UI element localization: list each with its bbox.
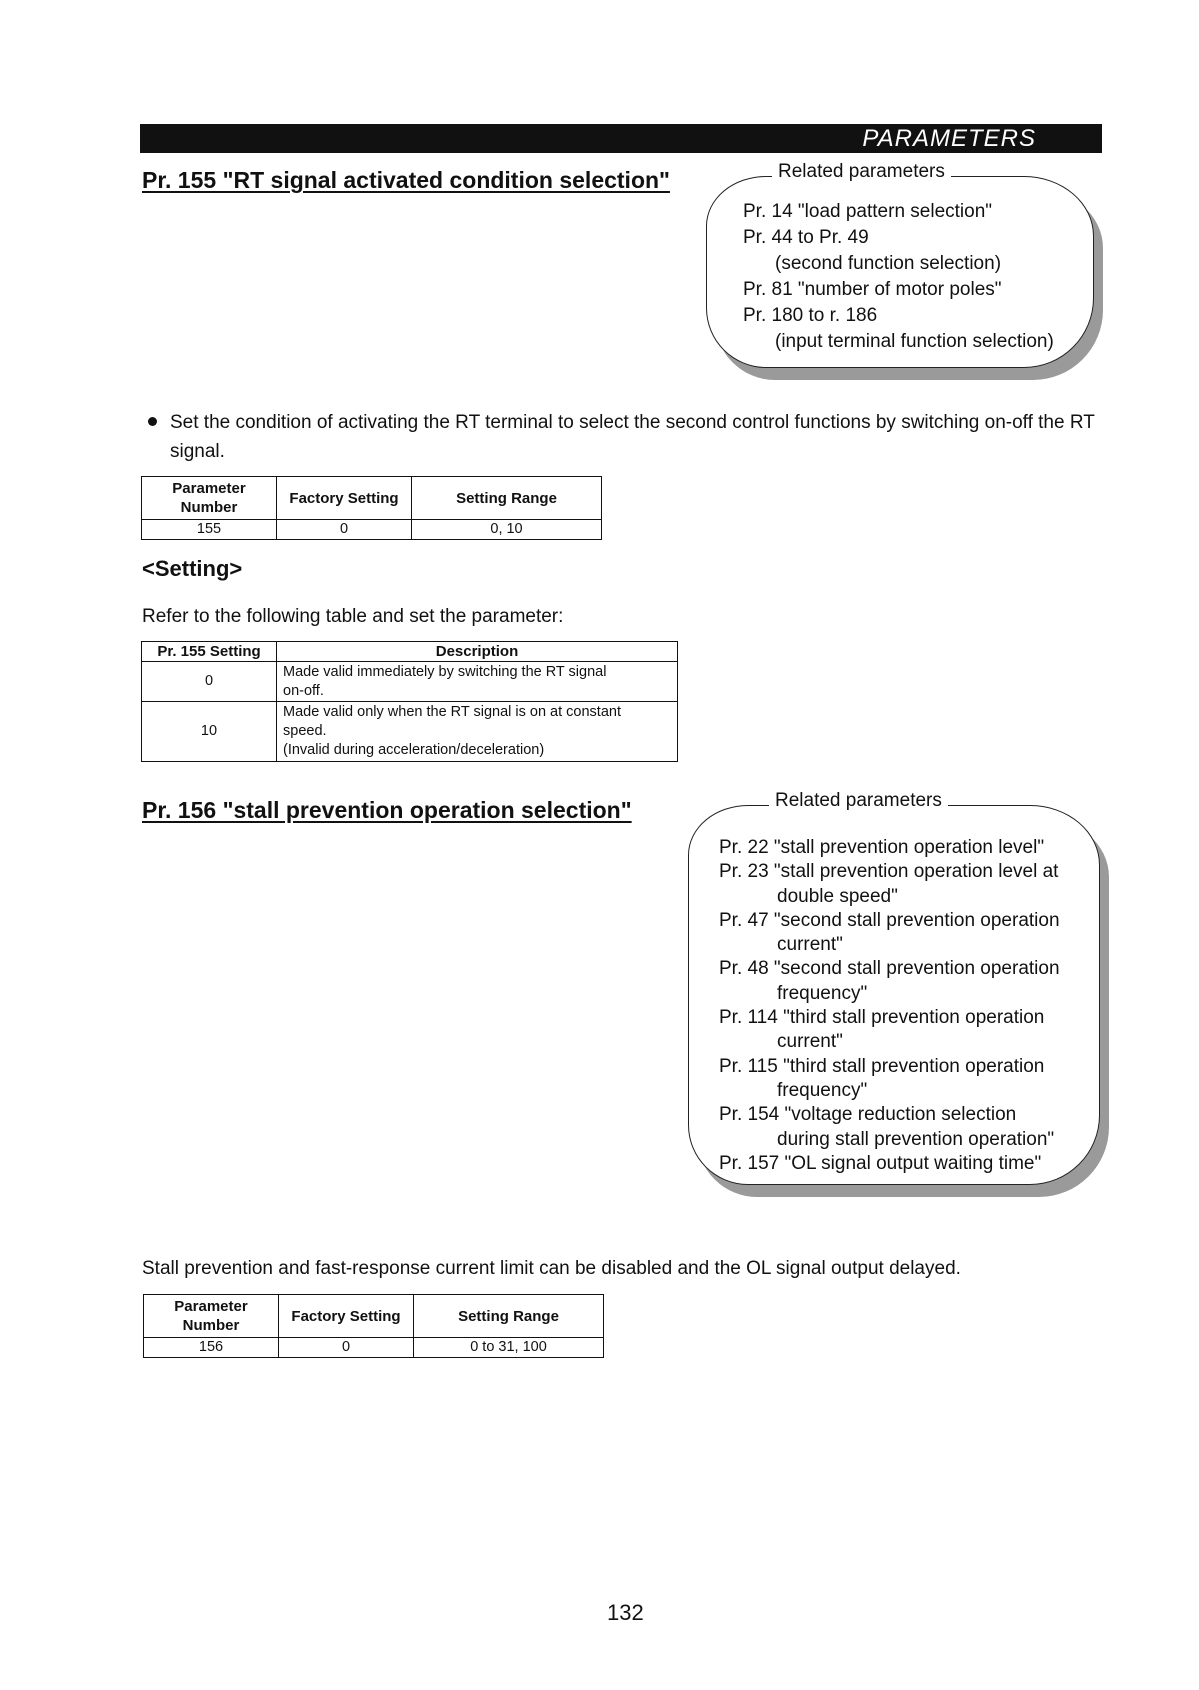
table-header: Setting Range	[412, 477, 602, 520]
table-header: Pr. 155 Setting	[142, 642, 277, 662]
setting-heading: <Setting>	[142, 556, 243, 581]
description-line: speed.	[283, 723, 327, 739]
table-header: Factory Setting	[279, 1295, 414, 1338]
table-header: Parameter Number	[142, 477, 277, 520]
related-parameters-box-pr155	[706, 161, 1094, 368]
table-cell: 0	[277, 520, 412, 540]
bullet-icon	[148, 417, 157, 426]
related-parameters-list	[743, 199, 1054, 355]
description-line: Made valid only when the RT signal is on at constant	[283, 704, 621, 720]
related-line: Pr. 14 "load pattern selection"	[743, 201, 993, 222]
setting-intro: Refer to the following table and set the parameter:	[142, 606, 564, 627]
related-line: during stall prevention operation"	[777, 1128, 1055, 1150]
description-line: Made valid immediately by switching the RT signal	[283, 663, 607, 680]
table-cell: 10	[142, 702, 277, 762]
table-header: Description	[277, 642, 678, 662]
table-cell: 156	[144, 1338, 279, 1358]
table-header: Setting Range	[414, 1295, 604, 1338]
related-line: Pr. 23 "stall prevention operation level at	[719, 861, 1059, 883]
table-cell: 0 to 31, 100	[414, 1338, 604, 1358]
section-heading-pr155: Pr. 155 "RT signal activated condition selection"	[142, 167, 670, 193]
related-parameters-list	[719, 836, 1060, 1176]
related-line: Pr. 154 "voltage reduction selection	[719, 1104, 1017, 1126]
header-title: PARAMETERS	[862, 125, 1036, 152]
bullet-text: Set the condition of activating the RT terminal to select the second control functions by switching on-off the RT signal.	[170, 412, 1095, 462]
related-line: double speed"	[777, 885, 898, 907]
related-line: Pr. 22 "stall prevention operation level"	[719, 837, 1045, 858]
description-line: (Invalid during acceleration/deceleration)	[283, 742, 545, 758]
section156-intro: Stall prevention and fast-response current limit can be disabled and the OL signal output delayed.	[142, 1258, 961, 1279]
related-line: Pr. 157 "OL signal output waiting time"	[719, 1152, 1042, 1174]
parameter-table-pr155	[141, 476, 602, 540]
header-bar	[140, 124, 1102, 153]
related-line: (second function selection)	[775, 253, 1002, 274]
setting-table-pr155	[141, 641, 678, 762]
table-row	[142, 702, 678, 762]
section-heading-pr156: Pr. 156 "stall prevention operation selection"	[142, 797, 632, 823]
table-cell: 0	[142, 662, 277, 702]
table-cell: 155	[142, 520, 277, 540]
related-parameters-title: Related parameters	[772, 161, 951, 183]
related-line: Pr. 115 "third stall prevention operation	[719, 1055, 1045, 1077]
related-line: frequency"	[777, 982, 868, 1004]
table-cell: 0	[279, 1338, 414, 1358]
related-parameters-title: Related parameters	[769, 790, 948, 812]
table-cell	[277, 662, 678, 702]
bullet-paragraph	[148, 408, 1140, 466]
parameter-table-pr156	[143, 1294, 604, 1358]
related-line: Pr. 180 to r. 186	[743, 305, 878, 326]
related-parameters-box-pr156	[688, 790, 1100, 1185]
page-number: 132	[607, 1600, 644, 1625]
related-line: Pr. 48 "second stall prevention operation	[719, 958, 1060, 980]
table-cell: 0, 10	[412, 520, 602, 540]
table-cell	[277, 702, 678, 762]
related-line: Pr. 47 "second stall prevention operation	[719, 909, 1060, 931]
description-line: on-off.	[283, 682, 324, 699]
related-line: frequency"	[777, 1079, 868, 1101]
table-header: Factory Setting	[277, 477, 412, 520]
related-line: current"	[777, 934, 843, 956]
table-header: Parameter Number	[144, 1295, 279, 1338]
related-line: current"	[777, 1031, 843, 1053]
related-line: Pr. 114 "third stall prevention operation	[719, 1007, 1045, 1029]
related-line: Pr. 81 "number of motor poles"	[743, 279, 1002, 300]
related-line: (input terminal function selection)	[775, 331, 1054, 352]
related-line: Pr. 44 to Pr. 49	[743, 227, 869, 248]
table-row	[142, 662, 678, 702]
